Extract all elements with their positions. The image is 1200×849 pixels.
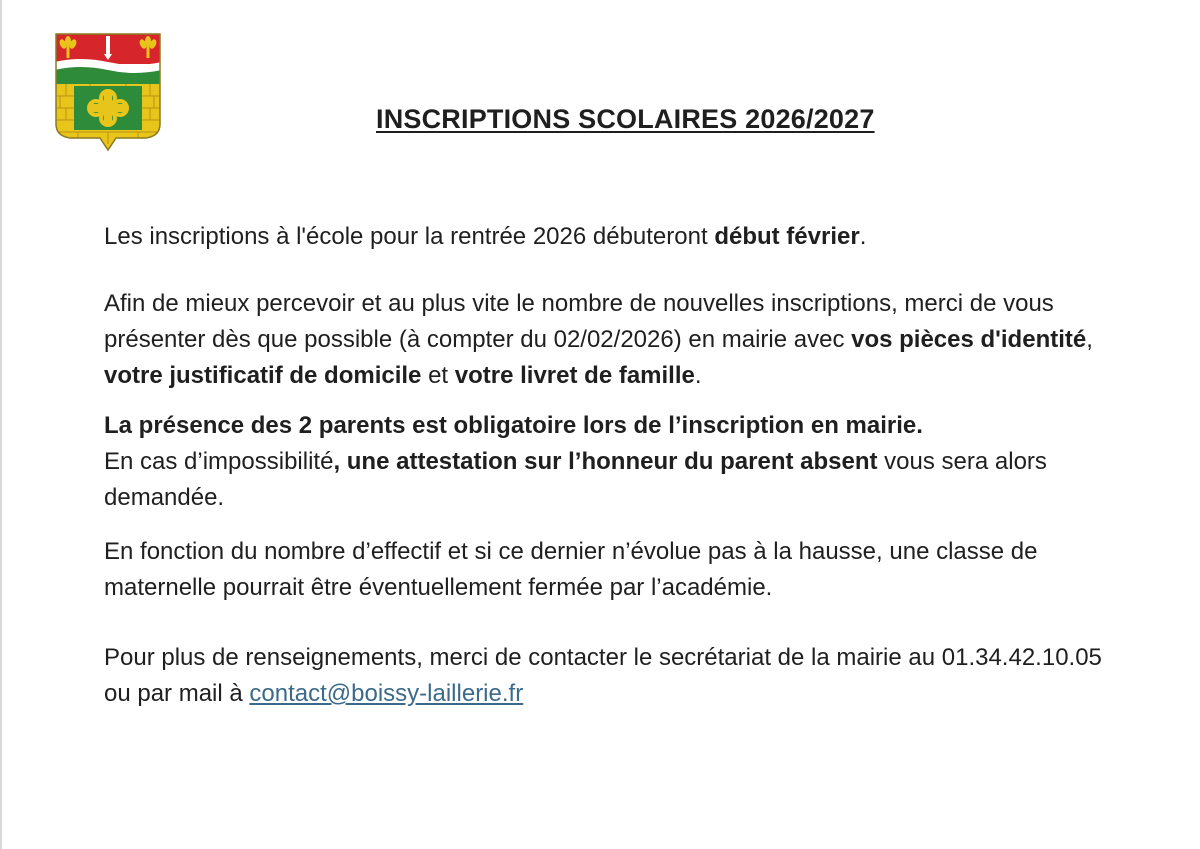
paragraph-class-closure: En fonction du nombre d’effectif et si ce dernier n’évolue pas à la hausse, une classe de maternelle pourrait être éventuellement fermée par l’académie. [104, 538, 1038, 601]
coat-of-arms-icon [54, 32, 162, 152]
p1-text: Les inscriptions à l'école pour la rentrée 2026 débuteront [104, 223, 715, 250]
page-title: INSCRIPTIONS SCOLAIRES 2026/2027 [376, 104, 875, 134]
p1-bold: début février [714, 223, 860, 250]
paragraph-start-date [104, 219, 1114, 255]
contact-email-link[interactable]: contact@boissy-laillerie.fr [249, 680, 524, 707]
paragraph-parents [104, 408, 1114, 516]
p3-bold-attestation: , une attestation sur l’honneur du parent absent [333, 448, 878, 475]
p3-text2: vous sera alors demandée. [104, 448, 1047, 511]
p2-bold-domicile: votre justificatif de domicile [104, 362, 422, 389]
p3-bold-line: La présence des 2 parents est obligatoire lors de l’inscription en mairie. [104, 412, 923, 439]
p5-text: Pour plus de renseignements, merci de contacter le secrétariat de la mairie au 01.34.42.10.05 ou par mail à [104, 644, 1102, 707]
p2-sep1: , [1086, 326, 1093, 353]
scan-edge [0, 0, 2, 849]
paragraph-documents [104, 286, 1114, 394]
paragraph-contact [104, 640, 1114, 712]
p1-end: . [859, 223, 867, 250]
p3-text1: En cas d’impossibilité [104, 448, 334, 475]
p2-bold-identity: vos pièces d'identité [851, 326, 1087, 353]
p2-bold-family-book: votre livret de famille [454, 362, 695, 389]
p2-text: Afin de mieux percevoir et au plus vite le nombre de nouvelles inscriptions, merci de vous présenter dès que possible (à compter du 02/02/2026) en mairie avec [104, 290, 1054, 353]
p2-end: . [694, 362, 702, 389]
p2-sep2: et [421, 362, 455, 389]
